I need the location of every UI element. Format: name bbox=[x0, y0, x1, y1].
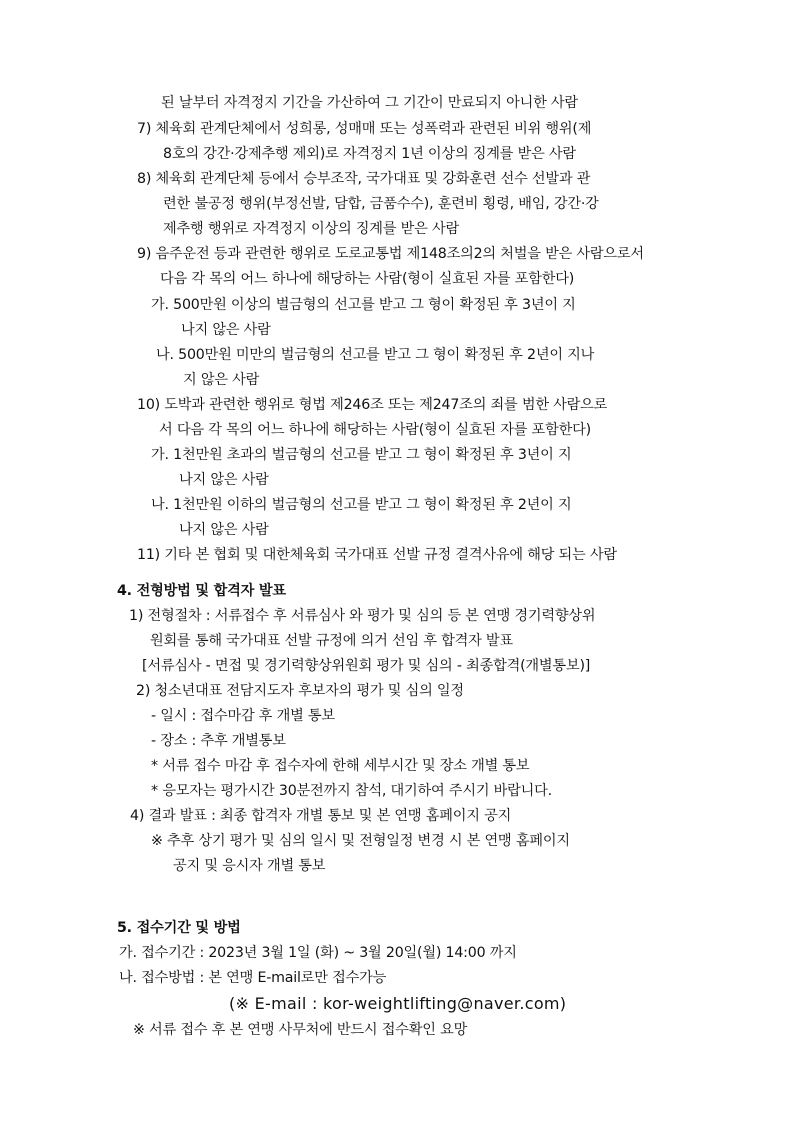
text-line: 다음 각 목의 어느 하나에 해당하는 사람(형이 실효된 자를 포함한다) bbox=[160, 271, 575, 287]
list-item-4: 4) 결과 발표 : 최종 합격자 개별 통보 및 본 연맹 홈페이지 공지 bbox=[130, 808, 512, 824]
text-line: 된 날부터 자격정지 기간을 가산하여 그 기간이 만료되지 아니한 사람 bbox=[161, 95, 578, 111]
list-item-11: 11) 기타 본 협회 및 대한체육회 국가대표 선발 규정 결격사유에 해당 되는 사람 bbox=[137, 547, 617, 563]
text-line: 련한 불공정 행위(부정선발, 담합, 금품수수), 훈련비 횡령, 배임, 강간·강 bbox=[163, 196, 599, 212]
text-line: 나지 않은 사람 bbox=[179, 522, 269, 538]
application-method: 나. 접수방법 : 본 연맹 E-mail로만 접수가능 bbox=[119, 970, 387, 986]
note-line: * 서류 접수 마감 후 접수자에 한해 세부시간 및 장소 개별 통보 bbox=[151, 758, 530, 774]
schedule-date: - 일시 : 접수마감 후 개별 통보 bbox=[151, 708, 335, 724]
sub-item-ga: 가. 1천만원 초과의 벌금형의 선고를 받고 그 형이 확정된 후 3년이 지 bbox=[151, 447, 572, 463]
text-line: 8호의 강간·강제추행 제외)로 자격정지 1년 이상의 징계를 받은 사람 bbox=[163, 146, 576, 162]
text-line: [서류심사 - 면접 및 경기력향상위원회 평가 및 심의 - 최종합격(개별통보)] bbox=[142, 658, 591, 674]
schedule-place: - 장소 : 추후 개별통보 bbox=[151, 733, 286, 749]
section-heading-5: 5. 접수기간 및 방법 bbox=[117, 920, 241, 936]
sub-item-ga: 가. 500만원 이상의 벌금형의 선고를 받고 그 형이 확정된 후 3년이 지 bbox=[151, 297, 576, 313]
list-item-10: 10) 도박과 관련한 행위로 형법 제246조 또는 제247조의 죄를 범한 사람으로 bbox=[137, 397, 608, 413]
note-line: ※ 서류 접수 후 본 연맹 사무처에 반드시 접수확인 요망 bbox=[133, 1022, 468, 1038]
list-item-9: 9) 음주운전 등과 관련한 행위로 도로교통법 제148조의2의 처벌을 받은 사람으로서 bbox=[137, 246, 644, 262]
text-line: 서 다음 각 목의 어느 하나에 해당하는 사람(형이 실효된 자를 포함한다) bbox=[159, 422, 591, 438]
application-period: 가. 접수기간 : 2023년 3월 1일 (화) ~ 3월 20일(월) 14:00 까지 bbox=[119, 945, 517, 961]
text-line: 원회를 통해 국가대표 선발 규정에 의거 선임 후 합격자 발표 bbox=[150, 633, 513, 649]
section-heading-4: 4. 전형방법 및 합격자 발표 bbox=[117, 583, 286, 599]
note-line: ※ 추후 상기 평가 및 심의 일시 및 전형일정 변경 시 본 연맹 홈페이지 bbox=[151, 833, 570, 849]
sub-item-na: 나. 500만원 미만의 벌금형의 선고를 받고 그 형이 확정된 후 2년이 지나 bbox=[156, 347, 595, 363]
list-item-2: 2) 청소년대표 전담지도자 후보자의 평가 및 심의 일정 bbox=[136, 683, 464, 699]
text-line: 지 않은 사람 bbox=[183, 372, 260, 388]
list-item-7: 7) 체육회 관계단체에서 성희롱, 성매매 또는 성폭력과 관련된 비위 행위(제 bbox=[137, 121, 592, 137]
text-line: 제추행 행위로 자격정지 이상의 징계를 받은 사람 bbox=[163, 221, 459, 237]
email-address: (※ E-mail : kor-weightlifting@naver.com) bbox=[229, 994, 567, 1013]
list-item-8: 8) 체육회 관계단체 등에서 승부조작, 국가대표 및 강화훈련 선수 선발과 관 bbox=[137, 171, 591, 187]
text-line: 공지 및 응시자 개별 통보 bbox=[173, 858, 326, 874]
sub-item-na: 나. 1천만원 이하의 벌금형의 선고를 받고 그 형이 확정된 후 2년이 지 bbox=[151, 497, 572, 513]
text-line: 나지 않은 사람 bbox=[179, 472, 269, 488]
list-item-1: 1) 전형절차 : 서류접수 후 서류심사 와 평가 및 심의 등 본 연맹 경기력향상위 bbox=[129, 608, 596, 624]
note-line: * 응모자는 평가시간 30분전까지 참석, 대기하여 주시기 바랍니다. bbox=[151, 783, 552, 799]
text-line: 나지 않은 사람 bbox=[181, 322, 271, 338]
